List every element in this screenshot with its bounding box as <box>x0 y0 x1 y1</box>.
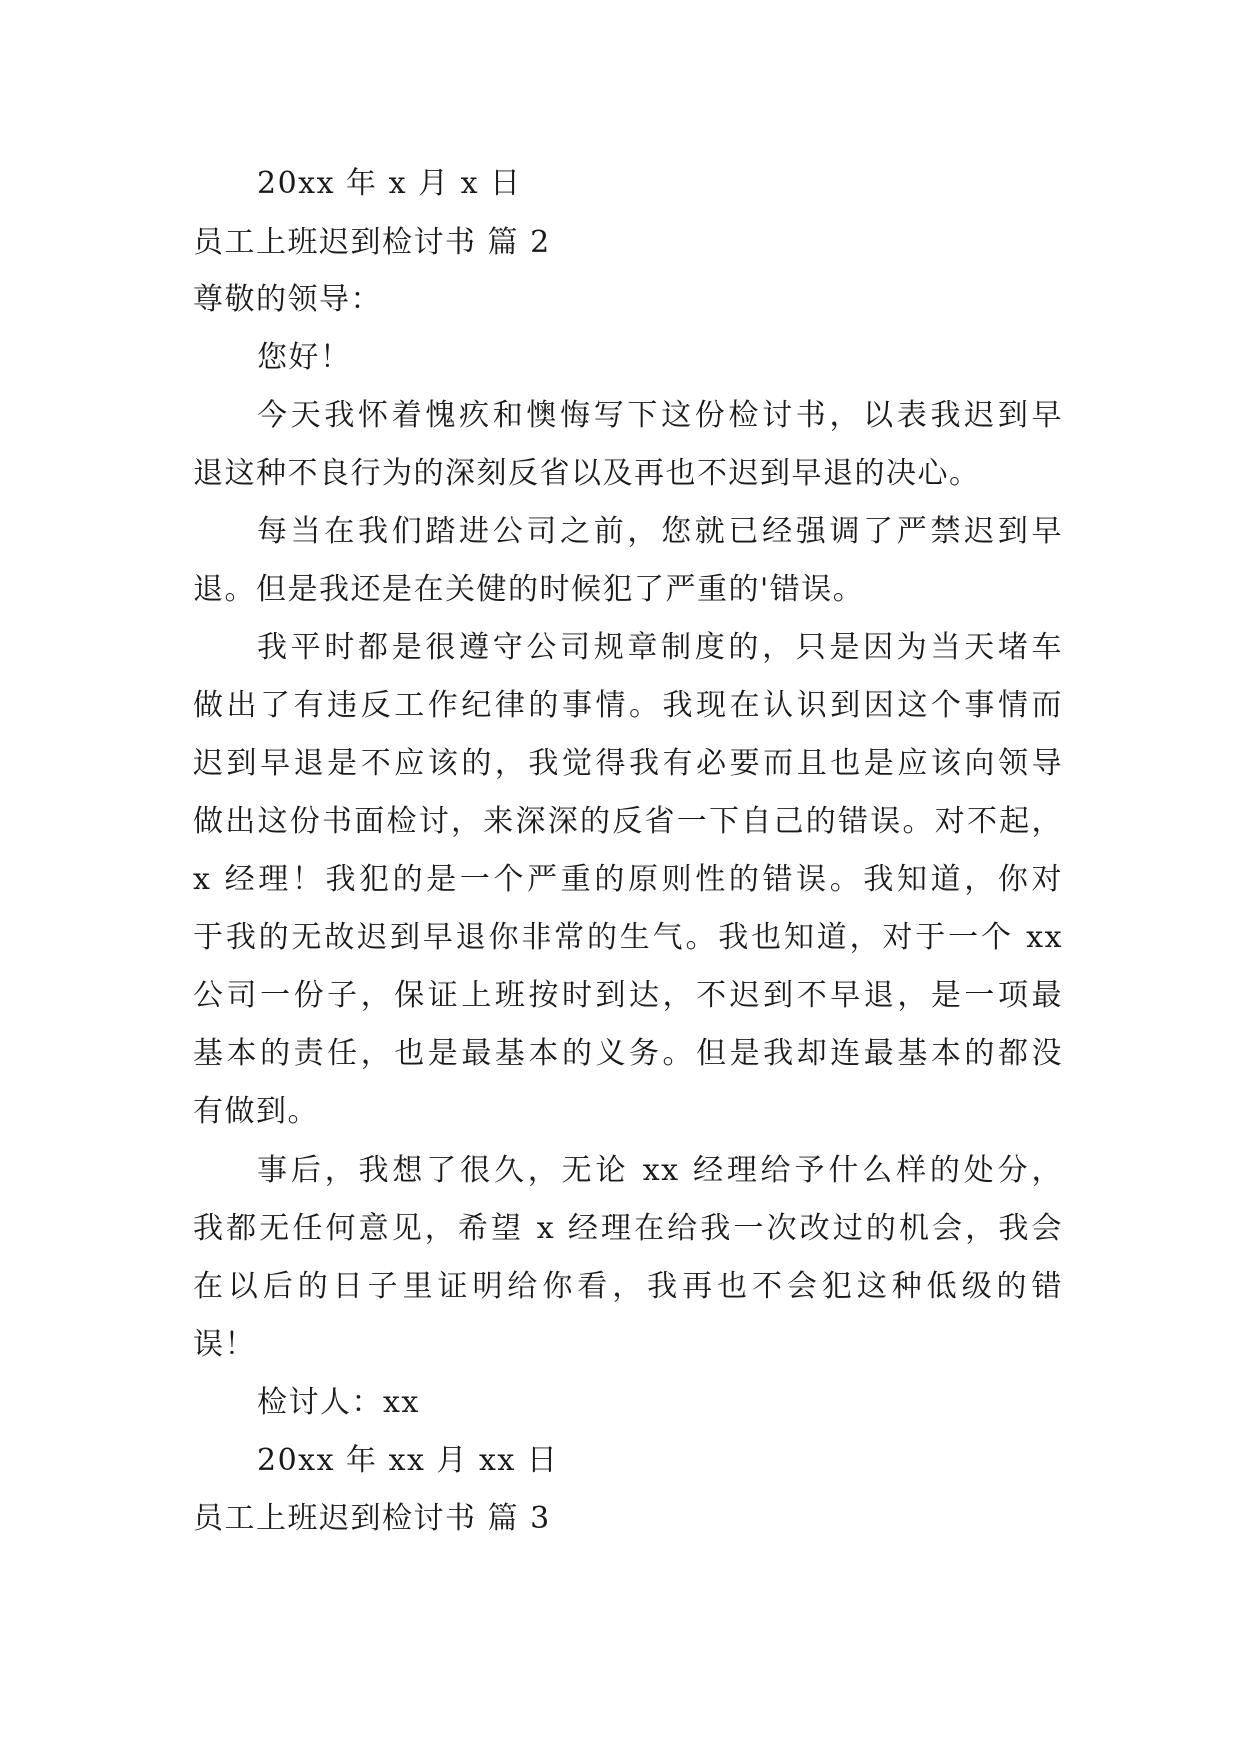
paragraph-4-line-2: 我都无任何意见，希望 x 经理在给我一次改过的机会，我会 <box>193 1211 1063 1246</box>
previous-letter-date: 20xx 年 x 月 x 日 <box>257 166 522 201</box>
paragraph-2-line-1: 每当在我们踏进公司之前，您就已经强调了严禁迟到早 <box>257 514 1063 549</box>
section-2-title: 员工上班迟到检讨书 篇 2 <box>193 225 551 260</box>
paragraph-3-line-5: x 经理！我犯的是一个严重的原则性的错误。我知道，你对 <box>193 862 1063 897</box>
greeting: 您好！ <box>257 340 352 375</box>
letter-date: 20xx 年 xx 月 xx 日 <box>257 1443 559 1478</box>
paragraph-1-line-1: 今天我怀着愧疚和懊悔写下这份检讨书，以表我迟到早 <box>257 398 1063 433</box>
paragraph-1-line-2: 退这种不良行为的深刻反省以及再也不迟到早退的决心。 <box>193 456 981 491</box>
paragraph-3-line-1: 我平时都是很遵守公司规章制度的，只是因为当天堵车 <box>257 630 1063 665</box>
paragraph-3-line-2: 做出了有违反工作纪律的事情。我现在认识到因这个事情而 <box>193 688 1063 723</box>
paragraph-4-line-4: 误！ <box>193 1327 256 1362</box>
paragraph-3-line-6: 于我的无故迟到早退你非常的生气。我也知道，对于一个 xx <box>193 920 1063 955</box>
paragraph-3-line-7: 公司一份子，保证上班按时到达，不迟到不早退，是一项最 <box>193 978 1063 1013</box>
paragraph-4-line-1: 事后，我想了很久，无论 xx 经理给予什么样的处分， <box>257 1153 1063 1188</box>
paragraph-3-line-9: 有做到。 <box>193 1094 319 1129</box>
paragraph-3-line-3: 迟到早退是不应该的，我觉得我有必要而且也是应该向领导 <box>193 746 1063 781</box>
signer: 检讨人：xx <box>257 1385 420 1420</box>
paragraph-3-line-8: 基本的责任，也是最基本的义务。但是我却连最基本的都没 <box>193 1036 1063 1071</box>
section-3-title: 员工上班迟到检讨书 篇 3 <box>193 1501 551 1536</box>
paragraph-2-line-2: 退。但是我还是在关健的时候犯了严重的'错误。 <box>193 572 865 607</box>
salutation: 尊敬的领导： <box>193 282 382 317</box>
paragraph-3-line-4: 做出这份书面检讨，来深深的反省一下自己的错误。对不起， <box>193 804 1063 839</box>
paragraph-4-line-3: 在以后的日子里证明给你看，我再也不会犯这种低级的错 <box>193 1269 1063 1304</box>
